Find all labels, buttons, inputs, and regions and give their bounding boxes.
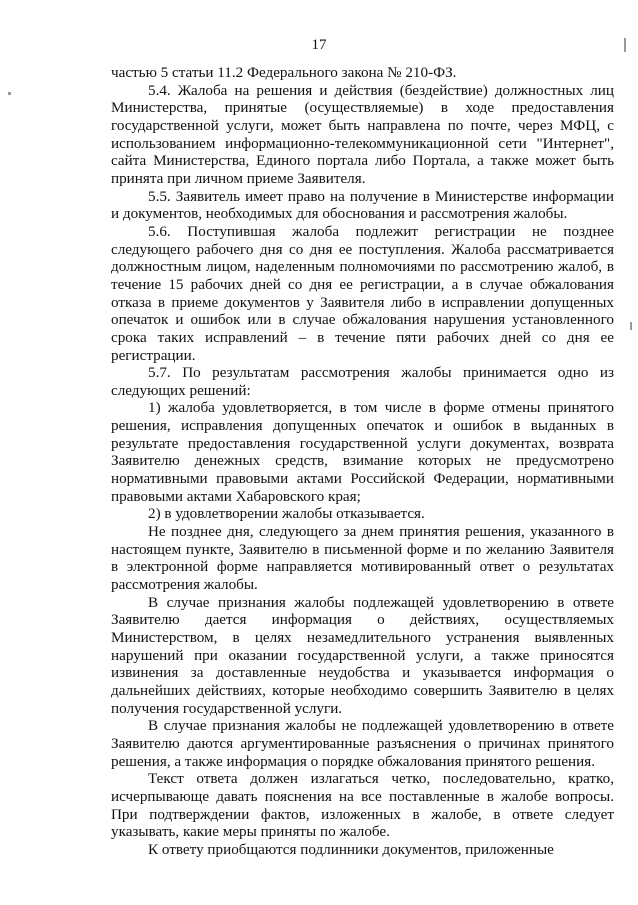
page-number: 17 [311,37,327,53]
scan-mark-right [624,38,626,52]
scan-mark-right [630,322,632,330]
paragraph-response-text: Текст ответа должен излагаться четко, последовательно, кратко, исчерпывающе давать пояснения на все поставленные в жалобе вопросы. При подтверждении фактов, изложенных в жалобе, в ответе следует указывать, какие меры приняты по жалобе. [111,770,614,841]
paragraph-continuation: частью 5 статьи 11.2 Федерального закона № 210-ФЗ. [111,64,457,81]
paragraph-complaint-rejected: В случае признания жалобы не подлежащей удовлетворению в ответе Заявителю даются аргументированные разъяснения о причинах принятого решения, а также информация о порядке обжалования принятого решения. [111,717,614,770]
paragraph-response-deadline: Не позднее дня, следующего за днем принятия решения, указанного в настоящем пункте, Заявителю в письменной форме и по желанию Заявителя в электронной форме направляется мотивированный ответ о результатах рассмотрения жалобы. [111,523,614,594]
scan-mark-left [8,92,11,95]
paragraph-decision-2: 2) в удовлетворении жалобы отказывается. [148,505,425,523]
paragraph-5-6: 5.6. Поступившая жалоба подлежит регистрации не позднее следующего рабочего дня со дня ее поступления. Жалоба рассматривается должностным лицом, наделенным полномочиями по рассмотрению жалоб, в течение 15 рабочих дней со дня ее регистрации, а в случае обжалования отказа в приеме документов у Заявителя либо в исправлении допущенных опечаток и ошибок или в случае обжалования нарушения установленного срока таких исправлений – в течение пяти рабочих дней со дня ее регистрации. [111,222,614,364]
document-body [111,64,614,859]
paragraph-complaint-upheld: В случае признания жалобы подлежащей удовлетворению в ответе Заявителю дается информация о действиях, осуществляемых Министерством, в целях незамедлительного устранения выявленных нарушений при оказании государственной услуги, а также приносятся извинения за доставленные неудобства и указывается информация о дальнейших действиях, которые необходимо совершить Заявителю в целях получения государственной услуги. [111,593,614,717]
paragraph-5-4: 5.4. Жалоба на решения и действия (бездействие) должностных лиц Министерства, принятые (осуществляемые) в ходе предоставления государственной услуги, может быть направлена по почте, через МФЦ, с использованием информационно-телекоммуникационной сети "Интернет", сайта Министерства, Единого портала либо Портала, а также может быть принята при личном приеме Заявителя. [111,81,614,187]
paragraph-5-5: 5.5. Заявитель имеет право на получение в Министерстве информации и документов, необходимых для обоснования и рассмотрения жалобы. [111,187,614,223]
paragraph-attachments: К ответу приобщаются подлинники документов, приложенные [148,840,554,858]
paragraph-decision-1: 1) жалоба удовлетворяется, в том числе в форме отмены принятого решения, исправления допущенных опечаток и ошибок в выданных в результате предоставления государственной услуги документах, возврата Заявителю денежных средств, взимание которых не предусмотрено нормативными правовыми актами Российской Федерации, нормативными правовыми актами Хабаровского края; [111,399,614,505]
paragraph-5-7: 5.7. По результатам рассмотрения жалобы принимается одно из следующих решений: [111,364,614,399]
